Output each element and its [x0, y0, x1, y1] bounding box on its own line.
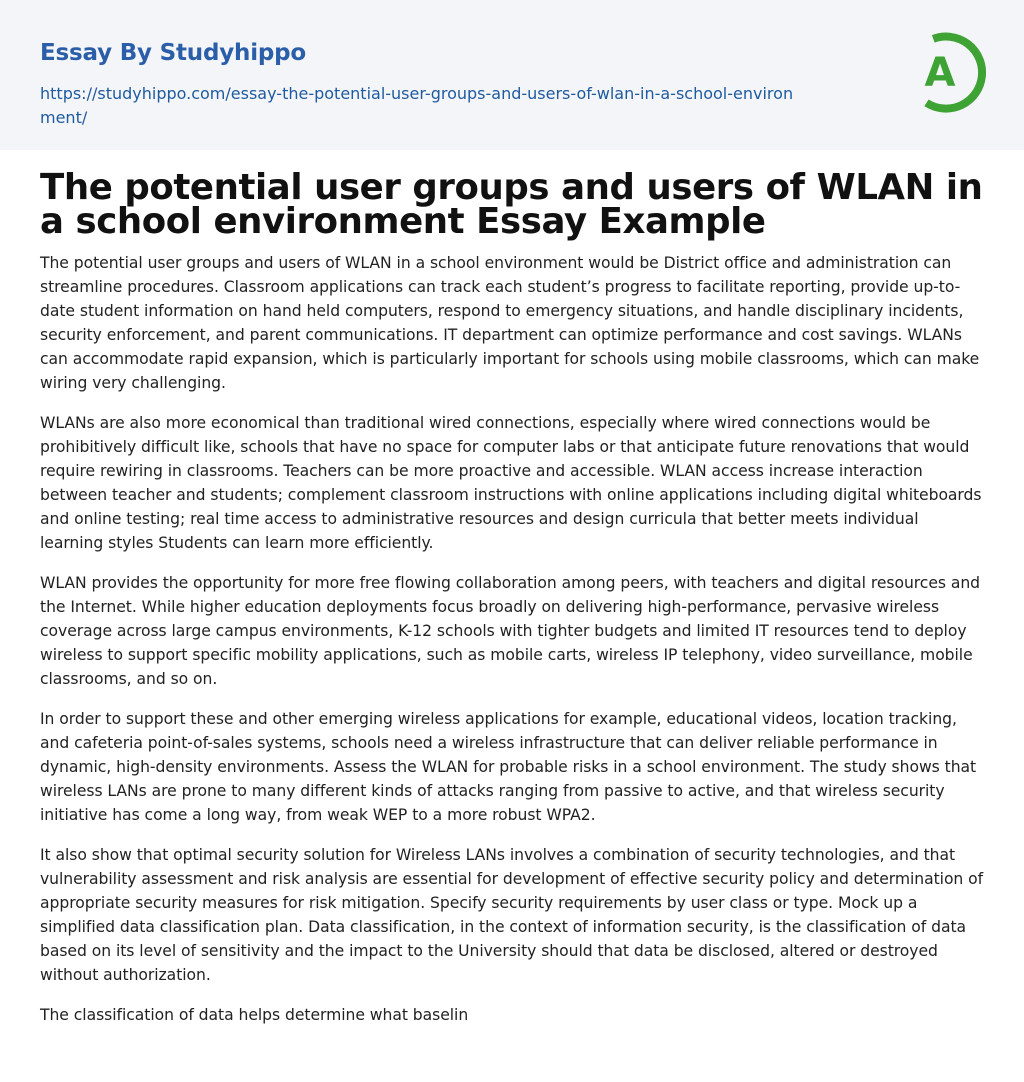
studyhippo-a-logo-icon[interactable] [910, 29, 986, 115]
paragraph: It also show that optimal security solution for Wireless LANs involves a combination of security technologies, and that vulnerability assessment and risk analysis are essential for development of effective security policy and determination of appropriate security measures for risk mitigation. Specify security requirements by user class or type. Mock up a simplified data classification plan. Data classification, in the context of information security, is the classification of data based on its level of sensitivity and the impact to the University should that data be disclosed, altered or destroyed without authorization. [40, 846, 984, 984]
brand-prefix: Essay By [40, 40, 160, 66]
article-body [40, 251, 984, 1027]
brand-title[interactable] [40, 40, 306, 66]
brand-name: Studyhippo [159, 40, 307, 66]
article [0, 167, 1024, 1027]
source-url-link[interactable]: https://studyhippo.com/essay-the-potential-user-groups-and-users-of-wlan-in-a-school-environment/ [40, 84, 794, 127]
paragraph: WLAN provides the opportunity for more free flowing collaboration among peers, with teachers and digital resources and the Internet. While higher education deployments focus broadly on delivering high-performance, pervasive wireless coverage across large campus environments, K-12 schools with tighter budgets and limited IT resources tend to deploy wireless to support specific mobility applications, such as mobile carts, wireless IP telephony, video surveillance, mobile classrooms, and so on. [40, 574, 981, 688]
site-header [0, 0, 1024, 150]
paragraph: The classification of data helps determine what baselin [40, 1006, 469, 1024]
paragraph: The potential user groups and users of WLAN in a school environment would be District office and administration can streamline procedures. Classroom applications can track each student’s progress to facilitate reporting, provide up-to-date student information on hand held computers, respond to emergency situations, and handle disciplinary incidents, security enforcement, and parent communications. IT department can optimize performance and cost savings. WLANs can accommodate rapid expansion, which is particularly important for schools using mobile classrooms, which can make wiring very challenging. [40, 254, 980, 392]
paragraph: WLANs are also more economical than traditional wired connections, especially where wired connections would be prohibitively difficult like, schools that have no space for computer labs or that anticipate future renovations that would require rewiring in classrooms. Teachers can be more proactive and accessible. WLAN access increase interaction between teacher and students; complement classroom instructions with online applications including digital whiteboards and online testing; real time access to administrative resources and design curricula that better meets individual learning styles Students can learn more efficiently. [40, 414, 982, 552]
paragraph: In order to support these and other emerging wireless applications for example, educational videos, location tracking, and cafeteria point-of-sales systems, schools need a wireless infrastructure that can deliver reliable performance in dynamic, high-density environments. Assess the WLAN for probable risks in a school environment. The study shows that wireless LANs are prone to many different kinds of attacks ranging from passive to active, and that wireless security initiative has come a long way, from weak WEP to a more robust WPA2. [40, 710, 977, 824]
logo-letter: A [924, 50, 956, 96]
page-title: The potential user groups and users of WLAN in a school environment Essay Example [40, 167, 983, 242]
